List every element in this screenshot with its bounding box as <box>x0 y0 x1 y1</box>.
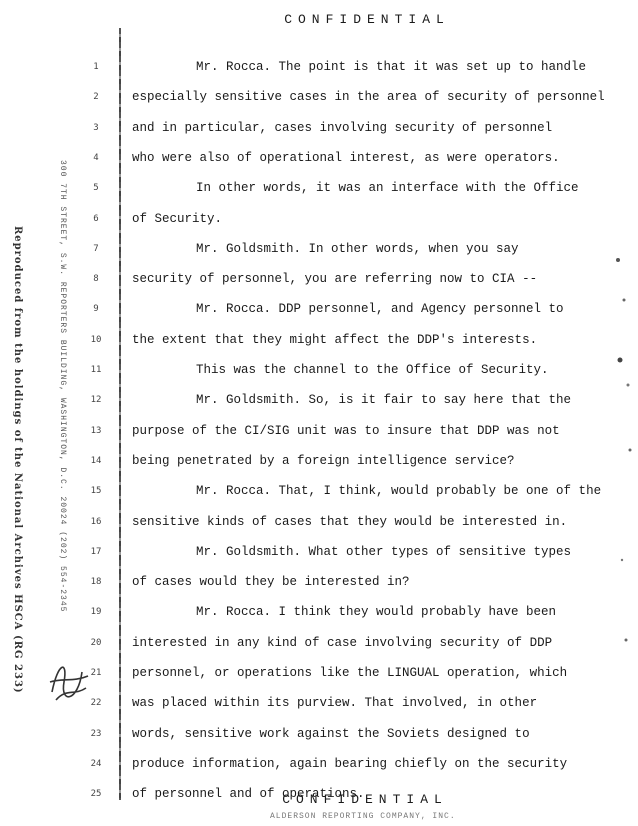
transcript-line: sensitive kinds of cases that they would be interested in. <box>132 515 568 529</box>
transcript-line: words, sensitive work against the Soviets designed to <box>132 727 530 741</box>
line-number: 20 <box>90 638 102 648</box>
line-number: 18 <box>90 577 102 587</box>
reporting-company-footer: ALDERSON REPORTING COMPANY, INC. <box>270 812 456 821</box>
transcript-line: being penetrated by a foreign intelligence service? <box>132 454 515 468</box>
transcript-line: Mr. Goldsmith. What other types of sensitive types <box>196 545 572 559</box>
line-number: 9 <box>93 304 99 314</box>
transcript-line: was placed within its purview. That involved, in other <box>132 696 538 710</box>
line-number: 5 <box>93 183 99 193</box>
transcript-line: In other words, it was an interface with the Office <box>196 181 579 195</box>
line-number: 22 <box>90 698 102 708</box>
transcript-line: of Security. <box>132 212 223 226</box>
transcript-line: who were also of operational interest, as were operators. <box>132 151 560 165</box>
line-number: 23 <box>90 729 102 739</box>
line-number: 21 <box>90 668 102 678</box>
transcript-line: Mr. Goldsmith. So, is it fair to say here that the <box>196 393 572 407</box>
line-number: 11 <box>90 365 102 375</box>
transcript-line: Mr. Rocca. I think they would probably have been <box>196 605 557 619</box>
confidential-footer: CONFIDENTIAL <box>282 792 448 807</box>
line-number: 17 <box>90 547 102 557</box>
line-number: 8 <box>93 274 99 284</box>
transcript-line: Mr. Goldsmith. In other words, when you say <box>196 242 519 256</box>
transcript-line: personnel, or operations like the LINGUAL operation, which <box>132 666 568 680</box>
transcript-line: Mr. Rocca. DDP personnel, and Agency personnel to <box>196 302 564 316</box>
line-number: 14 <box>90 456 102 466</box>
line-number: 24 <box>90 759 102 769</box>
line-number: 1 <box>93 62 99 72</box>
line-number: 2 <box>93 92 99 102</box>
line-number: 3 <box>93 123 99 133</box>
margin-rule <box>119 28 121 800</box>
line-number: 19 <box>90 607 102 617</box>
confidential-header: CONFIDENTIAL <box>284 12 450 27</box>
transcript-line: and in particular, cases involving security of personnel <box>132 121 553 135</box>
transcript-line: security of personnel, you are referring now to CIA -- <box>132 272 538 286</box>
transcript-line: purpose of the CI/SIG unit was to insure that DDP was not <box>132 424 560 438</box>
line-number: 25 <box>90 789 102 799</box>
transcript-line: Mr. Rocca. The point is that it was set up to handle <box>196 60 587 74</box>
archive-reproduction-note: Reproduced from the holdings of the National Archives HSCA (RG 233) <box>12 226 23 694</box>
transcript-line: the extent that they might affect the DDP's interests. <box>132 333 538 347</box>
line-number: 10 <box>90 335 102 345</box>
line-number: 16 <box>90 517 102 527</box>
handwritten-initials <box>44 652 94 712</box>
line-number: 7 <box>93 244 99 254</box>
line-number: 12 <box>90 395 102 405</box>
transcript-line: Mr. Rocca. That, I think, would probably be one of the <box>196 484 602 498</box>
line-number: 6 <box>93 214 99 224</box>
transcript-line: produce information, again bearing chiefly on the security <box>132 757 568 771</box>
transcript-line: interested in any kind of case involving security of DDP <box>132 636 553 650</box>
line-number: 15 <box>90 486 102 496</box>
transcript-line: of personnel and of operations. <box>132 787 365 801</box>
scan-specks <box>600 40 634 740</box>
transcript-line: of cases would they be interested in? <box>132 575 410 589</box>
line-number: 4 <box>93 153 99 163</box>
reporter-address-stamp: 300 7TH STREET, S.W. REPORTERS BUILDING, WASHINGTON, D.C. 20024 (202) 554-2345 <box>58 160 67 613</box>
transcript-line: This was the channel to the Office of Security. <box>196 363 549 377</box>
transcript-line: especially sensitive cases in the area of security of personnel <box>132 90 605 104</box>
line-number: 13 <box>90 426 102 436</box>
